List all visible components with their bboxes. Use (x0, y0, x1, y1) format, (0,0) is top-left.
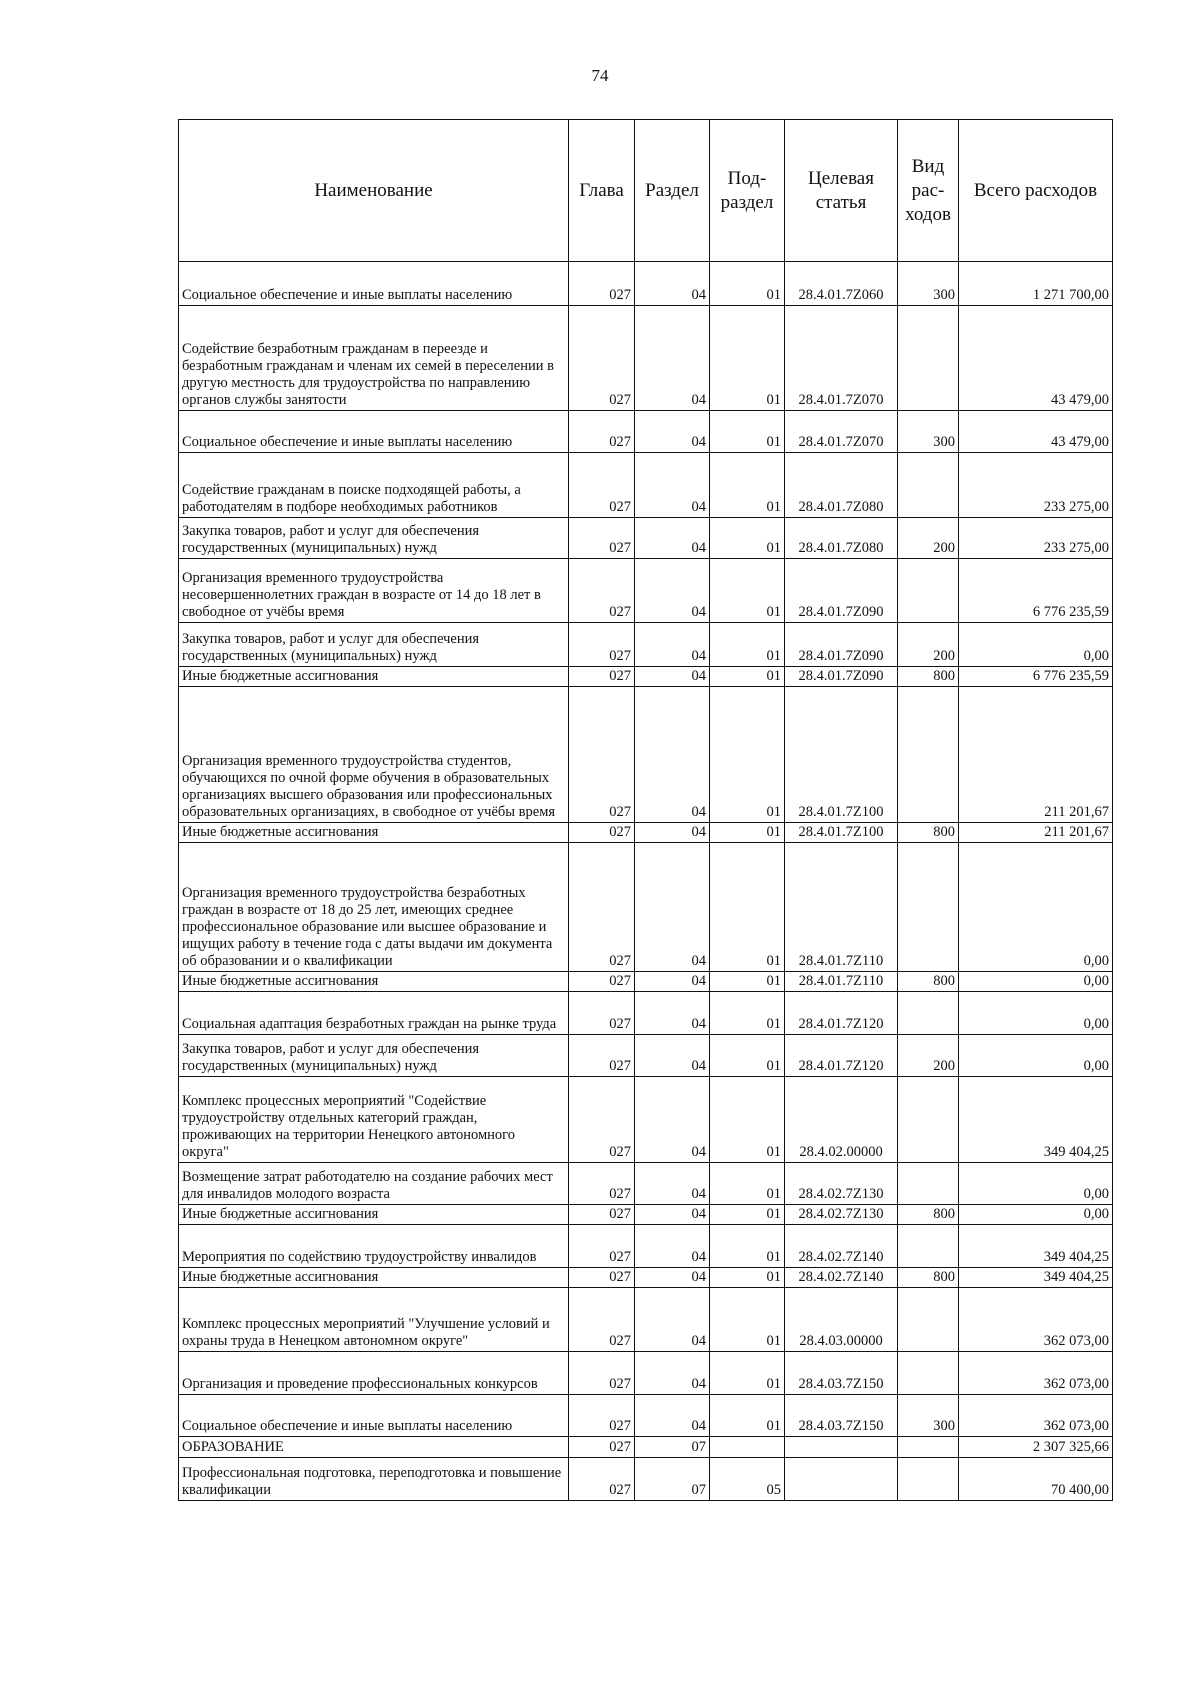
row-type: 800 (898, 1205, 959, 1225)
row-type: 300 (898, 262, 959, 306)
row-name: Иные бюджетные ассигнования (179, 1205, 569, 1225)
row-type (898, 1437, 959, 1458)
row-total: 349 404,25 (959, 1077, 1113, 1163)
row-total: 0,00 (959, 1205, 1113, 1225)
row-total: 362 073,00 (959, 1352, 1113, 1395)
row-name: Комплекс процессных мероприятий "Содействие трудоустройству отдельных категорий граждан, проживающих на территории Ненецкого автономного округа" (179, 1077, 569, 1163)
row-section: 04 (635, 411, 710, 453)
row-chapter: 027 (569, 623, 635, 667)
row-subsection: 01 (710, 823, 785, 843)
row-total: 0,00 (959, 1035, 1113, 1077)
row-name: Организация временного трудоустройства безработных граждан в возрасте от 18 до 25 лет, имеющих среднее профессиональное образование или высшее образование и ищущих работу в течение года с даты выдачи им документа об образовании и о квалификации (179, 843, 569, 972)
row-name: Закупка товаров, работ и услуг для обеспечения государственных (муниципальных) нужд (179, 1035, 569, 1077)
row-section: 04 (635, 1352, 710, 1395)
table-row (179, 1077, 1113, 1163)
row-total: 211 201,67 (959, 687, 1113, 823)
row-name: Социальное обеспечение и иные выплаты населению (179, 1395, 569, 1437)
row-section: 04 (635, 667, 710, 687)
row-chapter: 027 (569, 1352, 635, 1395)
row-target: 28.4.01.7Z080 (785, 453, 898, 518)
row-total: 233 275,00 (959, 453, 1113, 518)
row-total: 70 400,00 (959, 1458, 1113, 1501)
table-row (179, 623, 1113, 667)
row-chapter: 027 (569, 1395, 635, 1437)
row-target: 28.4.01.7Z120 (785, 1035, 898, 1077)
row-target: 28.4.02.7Z140 (785, 1225, 898, 1268)
row-type (898, 1077, 959, 1163)
row-target: 28.4.03.00000 (785, 1288, 898, 1352)
row-target (785, 1437, 898, 1458)
row-section: 04 (635, 306, 710, 411)
table-row (179, 1035, 1113, 1077)
row-subsection: 01 (710, 1163, 785, 1205)
table-row (179, 1205, 1113, 1225)
row-total: 349 404,25 (959, 1225, 1113, 1268)
row-chapter: 027 (569, 1437, 635, 1458)
table-row (179, 518, 1113, 559)
row-subsection: 01 (710, 1395, 785, 1437)
row-chapter: 027 (569, 518, 635, 559)
row-name: Иные бюджетные ассигнования (179, 823, 569, 843)
header-target: Целевая статья (785, 120, 898, 262)
row-section: 04 (635, 559, 710, 623)
row-subsection: 01 (710, 306, 785, 411)
row-name: Социальное обеспечение и иные выплаты населению (179, 411, 569, 453)
row-chapter: 027 (569, 1035, 635, 1077)
row-target: 28.4.02.00000 (785, 1077, 898, 1163)
row-type (898, 687, 959, 823)
row-name: Организация временного трудоустройства несовершеннолетних граждан в возрасте от 14 до 18 лет в свободное от учёбы время (179, 559, 569, 623)
row-target: 28.4.02.7Z130 (785, 1163, 898, 1205)
row-type (898, 559, 959, 623)
row-type: 200 (898, 518, 959, 559)
row-type: 800 (898, 1268, 959, 1288)
row-subsection: 01 (710, 1288, 785, 1352)
page-number: 74 (591, 66, 609, 85)
row-target: 28.4.01.7Z120 (785, 992, 898, 1035)
row-section: 04 (635, 1205, 710, 1225)
row-chapter: 027 (569, 1205, 635, 1225)
row-chapter: 027 (569, 1077, 635, 1163)
row-type: 300 (898, 411, 959, 453)
table-row (179, 1163, 1113, 1205)
row-section: 04 (635, 262, 710, 306)
row-chapter: 027 (569, 1288, 635, 1352)
table-row (179, 1288, 1113, 1352)
row-target: 28.4.01.7Z060 (785, 262, 898, 306)
row-section: 04 (635, 1395, 710, 1437)
row-subsection: 01 (710, 1268, 785, 1288)
row-subsection: 01 (710, 1077, 785, 1163)
table-row (179, 262, 1113, 306)
table-row (179, 1437, 1113, 1458)
row-total: 362 073,00 (959, 1395, 1113, 1437)
row-name: Содействие безработным гражданам в переезде и безработным гражданам и членам их семей в переселении в другую местность для трудоустройства по направлению органов службы занятости (179, 306, 569, 411)
row-name: Закупка товаров, работ и услуг для обеспечения государственных (муниципальных) нужд (179, 623, 569, 667)
row-chapter: 027 (569, 411, 635, 453)
row-total: 362 073,00 (959, 1288, 1113, 1352)
header-name: Наименование (179, 120, 569, 262)
row-total: 349 404,25 (959, 1268, 1113, 1288)
row-type (898, 1288, 959, 1352)
row-total: 43 479,00 (959, 306, 1113, 411)
row-target: 28.4.01.7Z080 (785, 518, 898, 559)
row-total: 6 776 235,59 (959, 667, 1113, 687)
row-subsection: 01 (710, 972, 785, 992)
row-name: Закупка товаров, работ и услуг для обеспечения государственных (муниципальных) нужд (179, 518, 569, 559)
row-name: Мероприятия по содействию трудоустройству инвалидов (179, 1225, 569, 1268)
header-section: Раздел (635, 120, 710, 262)
row-type: 800 (898, 823, 959, 843)
table-row (179, 411, 1113, 453)
row-total: 0,00 (959, 1163, 1113, 1205)
row-chapter: 027 (569, 823, 635, 843)
table-row (179, 667, 1113, 687)
row-total: 233 275,00 (959, 518, 1113, 559)
row-section: 04 (635, 1077, 710, 1163)
row-target: 28.4.02.7Z130 (785, 1205, 898, 1225)
row-subsection: 01 (710, 411, 785, 453)
row-chapter: 027 (569, 1163, 635, 1205)
row-chapter: 027 (569, 687, 635, 823)
row-section: 04 (635, 518, 710, 559)
table-row (179, 1352, 1113, 1395)
row-name: Организация и проведение профессиональных конкурсов (179, 1352, 569, 1395)
row-section: 04 (635, 843, 710, 972)
row-chapter: 027 (569, 306, 635, 411)
table-row (179, 687, 1113, 823)
row-total: 1 271 700,00 (959, 262, 1113, 306)
row-subsection: 01 (710, 623, 785, 667)
row-subsection: 05 (710, 1458, 785, 1501)
row-subsection: 01 (710, 559, 785, 623)
row-type (898, 992, 959, 1035)
row-type: 300 (898, 1395, 959, 1437)
row-section: 04 (635, 1288, 710, 1352)
table-row (179, 453, 1113, 518)
row-chapter: 027 (569, 262, 635, 306)
row-type: 200 (898, 623, 959, 667)
row-total: 0,00 (959, 972, 1113, 992)
row-target (785, 1458, 898, 1501)
row-name: Социальное обеспечение и иные выплаты населению (179, 262, 569, 306)
table-row (179, 823, 1113, 843)
row-subsection: 01 (710, 1352, 785, 1395)
row-target: 28.4.01.7Z090 (785, 623, 898, 667)
row-target: 28.4.01.7Z100 (785, 823, 898, 843)
row-chapter: 027 (569, 453, 635, 518)
row-target: 28.4.01.7Z070 (785, 306, 898, 411)
row-section: 04 (635, 453, 710, 518)
row-subsection (710, 1437, 785, 1458)
row-subsection: 01 (710, 518, 785, 559)
row-type (898, 1225, 959, 1268)
row-section: 07 (635, 1458, 710, 1501)
row-type (898, 1458, 959, 1501)
row-chapter: 027 (569, 1458, 635, 1501)
row-section: 04 (635, 992, 710, 1035)
row-section: 04 (635, 823, 710, 843)
table-row (179, 1268, 1113, 1288)
row-subsection: 01 (710, 687, 785, 823)
row-total: 0,00 (959, 992, 1113, 1035)
row-name: Комплекс процессных мероприятий "Улучшение условий и охраны труда в Ненецком автономном округе" (179, 1288, 569, 1352)
row-section: 04 (635, 1035, 710, 1077)
row-name: Профессиональная подготовка, переподготовка и повышение квалификации (179, 1458, 569, 1501)
table-row (179, 1225, 1113, 1268)
row-target: 28.4.01.7Z070 (785, 411, 898, 453)
row-type: 200 (898, 1035, 959, 1077)
row-subsection: 01 (710, 843, 785, 972)
row-name: Содействие гражданам в поиске подходящей работы, а работодателям в подборе необходимых работников (179, 453, 569, 518)
row-chapter: 027 (569, 667, 635, 687)
header-row (179, 120, 1113, 262)
row-type: 800 (898, 667, 959, 687)
row-chapter: 027 (569, 1268, 635, 1288)
row-type (898, 1352, 959, 1395)
row-total: 0,00 (959, 623, 1113, 667)
header-expense-type: Вид рас- ходов (898, 120, 959, 262)
row-name: Организация временного трудоустройства студентов, обучающихся по очной форме обучения в образовательных организациях высшего образования или профессиональных образовательных организациях, в свободное от учёбы время (179, 687, 569, 823)
table-row (179, 1458, 1113, 1501)
row-section: 04 (635, 687, 710, 823)
row-type (898, 453, 959, 518)
header-subsection: Под- раздел (710, 120, 785, 262)
row-chapter: 027 (569, 559, 635, 623)
budget-table (178, 119, 1113, 1501)
table-row (179, 972, 1113, 992)
table-row (179, 843, 1113, 972)
row-subsection: 01 (710, 453, 785, 518)
row-name: Возмещение затрат работодателю на создание рабочих мест для инвалидов молодого возраста (179, 1163, 569, 1205)
row-section: 04 (635, 972, 710, 992)
row-target: 28.4.01.7Z100 (785, 687, 898, 823)
row-chapter: 027 (569, 992, 635, 1035)
row-total: 43 479,00 (959, 411, 1113, 453)
row-subsection: 01 (710, 1225, 785, 1268)
row-type (898, 306, 959, 411)
row-name: Иные бюджетные ассигнования (179, 667, 569, 687)
row-target: 28.4.01.7Z090 (785, 559, 898, 623)
row-name: ОБРАЗОВАНИЕ (179, 1437, 569, 1458)
row-subsection: 01 (710, 1035, 785, 1077)
table-row (179, 1395, 1113, 1437)
row-subsection: 01 (710, 667, 785, 687)
header-total: Всего расходов (959, 120, 1113, 262)
row-section: 07 (635, 1437, 710, 1458)
row-name: Социальная адаптация безработных граждан на рынке труда (179, 992, 569, 1035)
row-name: Иные бюджетные ассигнования (179, 972, 569, 992)
row-type: 800 (898, 972, 959, 992)
row-type (898, 1163, 959, 1205)
row-target: 28.4.03.7Z150 (785, 1395, 898, 1437)
row-total: 2 307 325,66 (959, 1437, 1113, 1458)
row-chapter: 027 (569, 1225, 635, 1268)
row-target: 28.4.01.7Z110 (785, 972, 898, 992)
row-target: 28.4.01.7Z110 (785, 843, 898, 972)
row-target: 28.4.01.7Z090 (785, 667, 898, 687)
row-section: 04 (635, 1163, 710, 1205)
row-target: 28.4.02.7Z140 (785, 1268, 898, 1288)
row-total: 0,00 (959, 843, 1113, 972)
table-row (179, 306, 1113, 411)
row-name: Иные бюджетные ассигнования (179, 1268, 569, 1288)
row-section: 04 (635, 623, 710, 667)
row-subsection: 01 (710, 262, 785, 306)
row-subsection: 01 (710, 992, 785, 1035)
row-subsection: 01 (710, 1205, 785, 1225)
row-total: 211 201,67 (959, 823, 1113, 843)
row-total: 6 776 235,59 (959, 559, 1113, 623)
header-chapter: Глава (569, 120, 635, 262)
row-type (898, 843, 959, 972)
row-section: 04 (635, 1225, 710, 1268)
row-chapter: 027 (569, 843, 635, 972)
table-row (179, 992, 1113, 1035)
row-section: 04 (635, 1268, 710, 1288)
row-target: 28.4.03.7Z150 (785, 1352, 898, 1395)
row-chapter: 027 (569, 972, 635, 992)
table-row (179, 559, 1113, 623)
